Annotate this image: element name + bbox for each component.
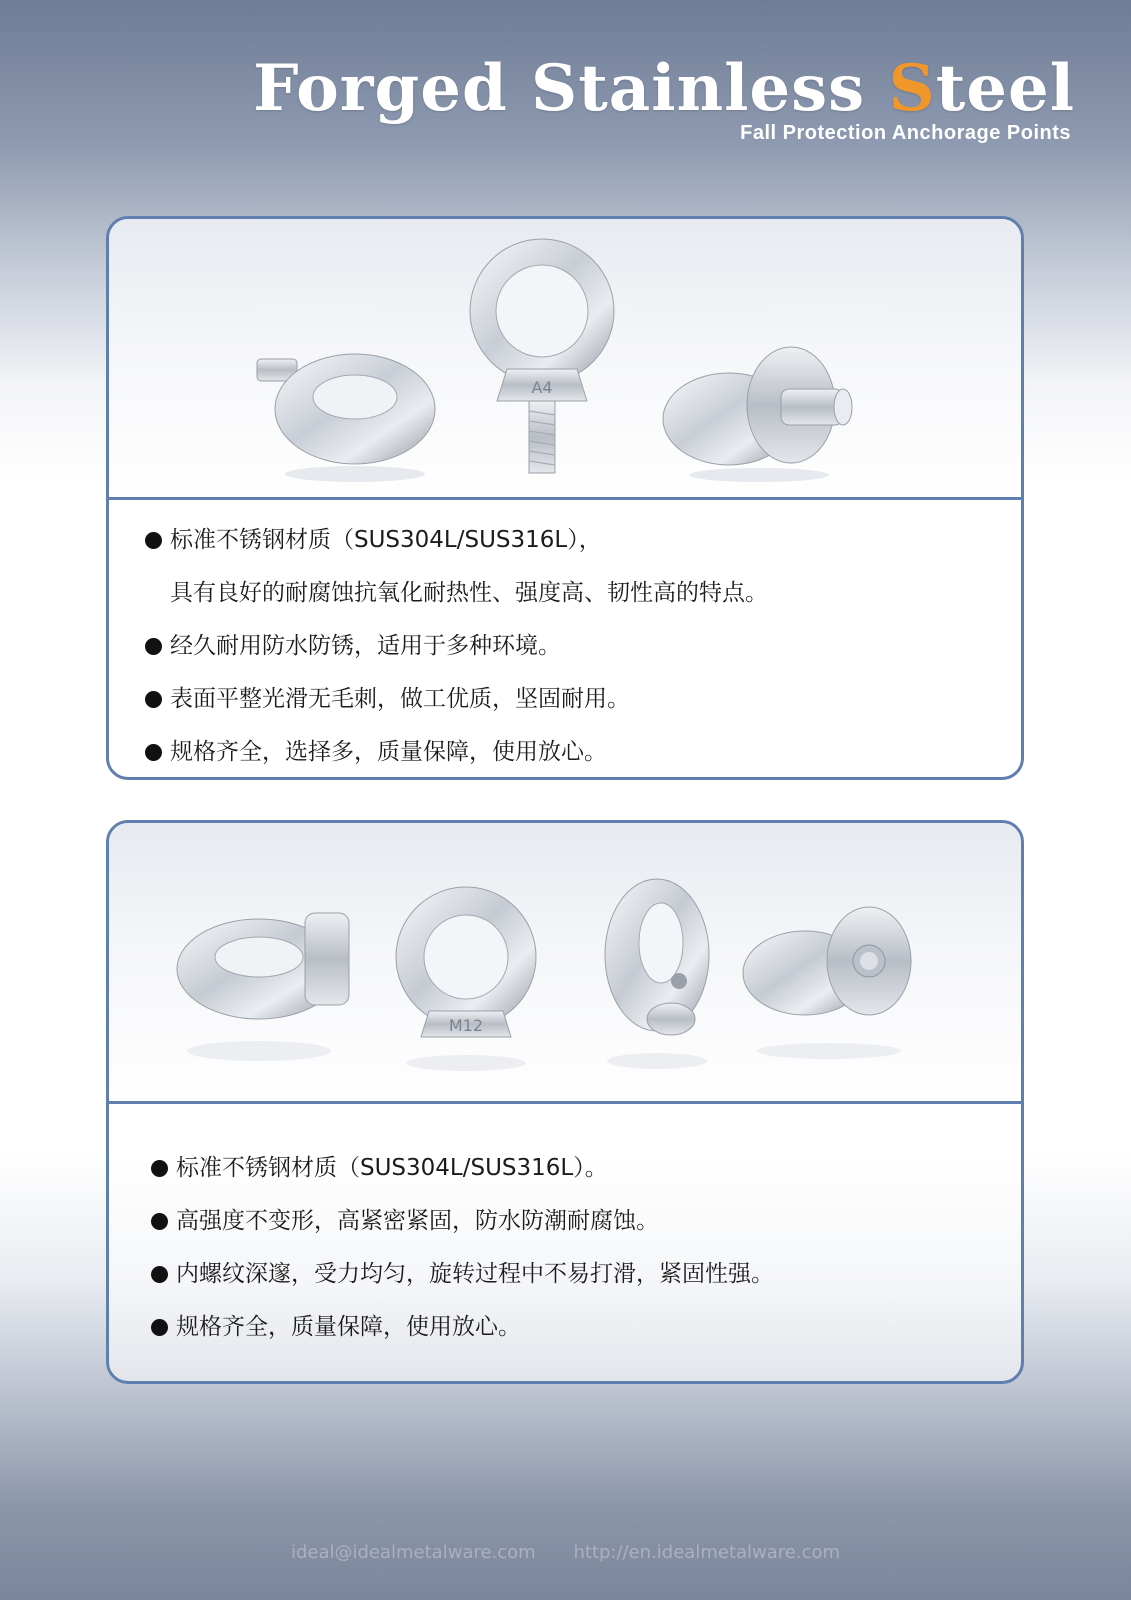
- bullet-dot-icon: [145, 638, 162, 655]
- feature-item: 标准不锈钢材质（SUS304L/SUS316L）。: [151, 1142, 1021, 1195]
- eye-bolt-panel: [106, 216, 1024, 780]
- eye-nut-thread-view: [743, 907, 911, 1059]
- eye-bolt-side-view: [257, 354, 435, 482]
- feature-item: 高强度不变形，高紧密紧固，防水防潮耐腐蚀。: [151, 1195, 1021, 1248]
- page-subtitle: Fall Protection Anchorage Points: [740, 122, 1071, 144]
- contact-email: ideal@idealmetalware.com: [290, 1542, 536, 1563]
- page-title: Forged Stainless Steel: [253, 51, 1075, 126]
- contact-website: http://en.idealmetalware.com: [573, 1542, 841, 1563]
- bullet-dot-icon: [145, 744, 162, 761]
- feature-item: 经久耐用防水防锈，适用于多种环境。: [145, 620, 1021, 673]
- title-accent-letter: S: [888, 51, 936, 126]
- eye-nut-angled-view: [605, 879, 709, 1069]
- feature-item: 内螺纹深邃，受力均匀，旋转过程中不易打滑，紧固性强。: [151, 1248, 1021, 1301]
- bullet-dot-icon: [151, 1266, 168, 1283]
- header: [253, 50, 1075, 145]
- bolt-size-label: A4: [531, 378, 553, 397]
- eye-bolt-product-images: [109, 219, 1021, 497]
- feature-item-continued: 具有良好的耐腐蚀抗氧化耐热性、强度高、韧性高的特点。: [170, 580, 768, 606]
- feature-item: 规格齐全，质量保障，使用放心。: [151, 1301, 1021, 1354]
- eye-bolt-front-view: [470, 239, 614, 473]
- eye-nut-features: [109, 1104, 1021, 1354]
- bullet-dot-icon: [151, 1160, 168, 1177]
- feature-item: 标准不锈钢材质（SUS304L/SUS316L），: [145, 514, 1021, 567]
- feature-item: 表面平整光滑无毛刺，做工优质，坚固耐用。: [145, 673, 1021, 726]
- eye-bolt-photos: [109, 219, 1021, 500]
- nut-size-label: M12: [448, 1016, 484, 1035]
- eye-bolt-features: [109, 500, 1021, 779]
- eye-nut-panel: [106, 820, 1024, 1384]
- eye-bolt-angled-view: [663, 347, 852, 482]
- bullet-dot-icon: [151, 1319, 168, 1336]
- footer-contact: [0, 1542, 1131, 1563]
- eye-nut-side-view: [177, 913, 349, 1061]
- bullet-dot-icon: [145, 532, 162, 549]
- eye-nut-photos: [109, 823, 1021, 1104]
- eye-nut-product-images: [109, 823, 1021, 1101]
- eye-nut-front-view: [396, 887, 536, 1071]
- bullet-dot-icon: [151, 1213, 168, 1230]
- bullet-dot-icon: [145, 691, 162, 708]
- feature-item: 规格齐全，选择多，质量保障，使用放心。: [145, 726, 1021, 779]
